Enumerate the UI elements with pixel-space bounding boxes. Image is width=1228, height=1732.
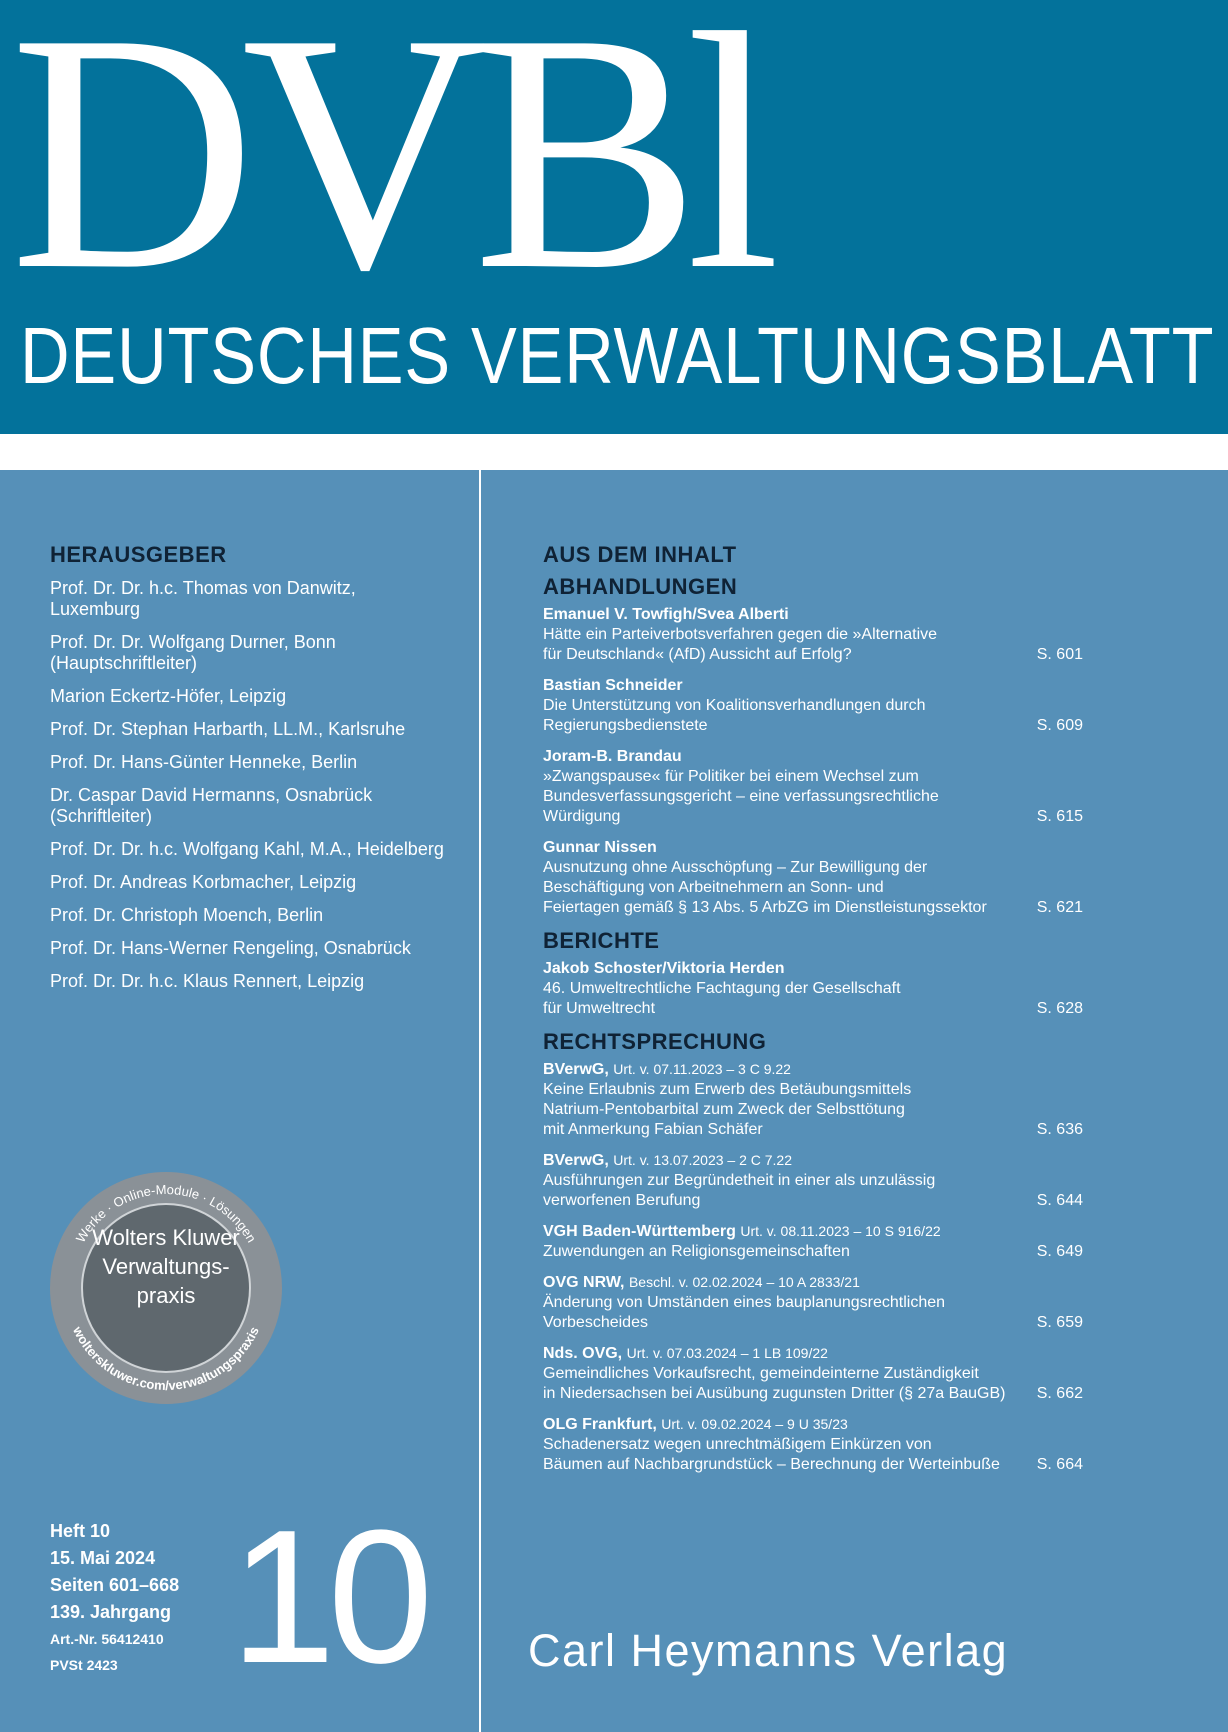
toc-court: OLG Frankfurt, Urt. v. 09.02.2024 – 9 U 35/23: [543, 1416, 848, 1433]
toc-page-ref: S. 664: [1036, 1456, 1083, 1473]
publisher-name: Carl Heymanns Verlag: [528, 1625, 1009, 1676]
toc-page-ref: S. 644: [1036, 1192, 1083, 1209]
issue-pvst: PVSt 2423: [50, 1657, 118, 1673]
journal-subtitle: DEUTSCHES VERWALTUNGSBLATT: [20, 311, 1215, 400]
editor-item: Prof. Dr. Dr. h.c. Klaus Rennert, Leipzig: [50, 971, 365, 991]
editor-item: Prof. Dr. Dr. Wolfgang Durner, Bonn (Hauptschriftleiter): [50, 632, 336, 673]
issue-pages: Seiten 601–668: [50, 1575, 180, 1595]
toc-court: Nds. OVG, Urt. v. 07.03.2024 – 1 LB 109/22: [543, 1345, 828, 1362]
badge-ring-bottom-text: wolterskluwer.com/verwaltungspraxis: [70, 1324, 262, 1394]
editor-item: Prof. Dr. Stephan Harbarth, LL.M., Karlsruhe: [50, 719, 406, 739]
toc-author: Jakob Schoster/Viktoria Herden: [543, 960, 785, 977]
toc-court: BVerwG, Urt. v. 13.07.2023 – 2 C 7.22: [543, 1152, 793, 1169]
badge-center: Wolters Kluwer Verwaltungs- praxis: [81, 1203, 251, 1373]
editor-item: Prof. Dr. Andreas Korbmacher, Leipzig: [50, 872, 357, 892]
toc-page-ref: S. 636: [1036, 1121, 1083, 1138]
section-heading-rechtsprechung: RECHTSPRECHUNG: [543, 1029, 767, 1054]
issue-heft: Heft 10: [50, 1521, 111, 1541]
toc-entry: BVerwG, Urt. v. 13.07.2023 – 2 C 7.22 Ausführungen zur Begründetheit in einer als unzulässig verworfenen Berufung S. 644: [543, 1152, 1083, 1209]
toc-author: Gunnar Nissen: [543, 839, 657, 856]
toc-author: Bastian Schneider: [543, 677, 683, 694]
toc-entry: VGH Baden-Württemberg Urt. v. 08.11.2023 – 10 S 916/22 Zuwendungen an Religionsgemeinschaften S. 649: [543, 1223, 1083, 1260]
badge-ring-top-text: Werke · Online-Module · Lösungen: [72, 1181, 260, 1246]
toc-entry: Jakob Schoster/Viktoria Herden 46. Umweltrechtliche Fachtagung der Gesellschaft für Umweltrecht S. 628: [543, 960, 1083, 1017]
toc-entry: Emanuel V. Towfigh/Svea Alberti Hätte ein Parteiverbotsverfahren gegen die »Alternative für Deutschland« (AfD) Aussicht auf Erfolg? S. 601: [543, 606, 1083, 663]
toc-page-ref: S. 615: [1036, 808, 1083, 825]
separator-strip: [0, 434, 1228, 470]
column-divider: [479, 470, 481, 1732]
toc-page-ref: S. 628: [1036, 1000, 1083, 1017]
toc-author: Emanuel V. Towfigh/Svea Alberti: [543, 606, 789, 623]
toc-court: BVerwG, Urt. v. 07.11.2023 – 3 C 9.22: [543, 1061, 791, 1078]
editors-heading: HERAUSGEBER: [50, 542, 227, 567]
toc-page-ref: S. 601: [1036, 646, 1083, 663]
section-heading-abhandlungen: ABHANDLUNGEN: [543, 574, 738, 599]
toc-page-ref: S. 609: [1036, 717, 1083, 734]
masthead: [0, 0, 1228, 434]
journal-logo: DVBl: [10, 0, 767, 340]
toc-entry: Joram-B. Brandau »Zwangspause« für Politiker bei einem Wechsel zum Bundesverfassungsgericht – eine verfassungsrechtliche Würdigung S. 615: [543, 748, 1083, 825]
toc-entry: BVerwG, Urt. v. 07.11.2023 – 3 C 9.22 Keine Erlaubnis zum Erwerb des Betäubungsmittels Natrium-Pentobarbital zum Zweck der Selbsttötung mit Anmerkung Fabian Schäfer S. 636: [543, 1061, 1083, 1138]
editor-item: Prof. Dr. Dr. h.c. Thomas von Danwitz, Luxemburg: [50, 578, 356, 619]
issue-year: 139. Jahrgang: [50, 1602, 172, 1622]
issue-date: 15. Mai 2024: [50, 1548, 156, 1568]
toc-court: OVG NRW, Beschl. v. 02.02.2024 – 10 A 2833/21: [543, 1274, 860, 1291]
issue-number: 10: [230, 1491, 426, 1703]
contents-heading: AUS DEM INHALT: [543, 542, 737, 567]
editor-item: Prof. Dr. Christoph Moench, Berlin: [50, 905, 324, 925]
editors-list: [50, 578, 470, 992]
editor-item: Prof. Dr. Dr. h.c. Wolfgang Kahl, M.A., Heidelberg: [50, 839, 444, 859]
contents-section: [543, 542, 1083, 1485]
editors-section: [50, 542, 470, 1004]
toc-entry: Gunnar Nissen Ausnutzung ohne Ausschöpfung – Zur Bewilligung der Beschäftigung von Arbeitnehmern an Sonn- und Feiertagen gemäß § 13 Abs. 5 ArbZG im Dienstleistungssektor S. 621: [543, 839, 1083, 916]
toc-entry: OLG Frankfurt, Urt. v. 09.02.2024 – 9 U 35/23 Schadenersatz wegen unrechtmäßigem Einkürzen von Bäumen auf Nachbargrundstück – Berechnung der Werteinbuße S. 664: [543, 1416, 1083, 1473]
toc-entry: Nds. OVG, Urt. v. 07.03.2024 – 1 LB 109/22 Gemeindliches Vorkaufsrecht, gemeindeinterne Zuständigkeit in Niedersachsen bei Ausübung zugunsten Dritter (§ 27a BauGB) S. 662: [543, 1345, 1083, 1402]
toc-court: VGH Baden-Württemberg Urt. v. 08.11.2023 – 10 S 916/22: [543, 1223, 941, 1240]
issue-art-nr: Art.-Nr. 56412410: [50, 1631, 164, 1647]
editor-item: Marion Eckertz-Höfer, Leipzig: [50, 686, 287, 706]
section-heading-berichte: BERICHTE: [543, 928, 660, 953]
toc-page-ref: S. 649: [1036, 1243, 1083, 1260]
toc-entry: OVG NRW, Beschl. v. 02.02.2024 – 10 A 2833/21 Änderung von Umständen eines bauplanungsrechtlichen Vorbescheides S. 659: [543, 1274, 1083, 1331]
editor-item: Dr. Caspar David Hermanns, Osnabrück (Schriftleiter): [50, 785, 373, 826]
issue-info: [50, 1518, 179, 1678]
wolters-kluwer-badge: [50, 1172, 282, 1404]
toc-page-ref: S. 662: [1036, 1385, 1083, 1402]
toc-entry: Bastian Schneider Die Unterstützung von Koalitionsverhandlungen durch Regierungsbedienstete S. 609: [543, 677, 1083, 734]
toc-page-ref: S. 659: [1036, 1314, 1083, 1331]
editor-item: Prof. Dr. Hans-Günter Henneke, Berlin: [50, 752, 358, 772]
toc-page-ref: S. 621: [1036, 899, 1083, 916]
toc-author: Joram-B. Brandau: [543, 748, 682, 765]
editor-item: Prof. Dr. Hans-Werner Rengeling, Osnabrück: [50, 938, 411, 958]
